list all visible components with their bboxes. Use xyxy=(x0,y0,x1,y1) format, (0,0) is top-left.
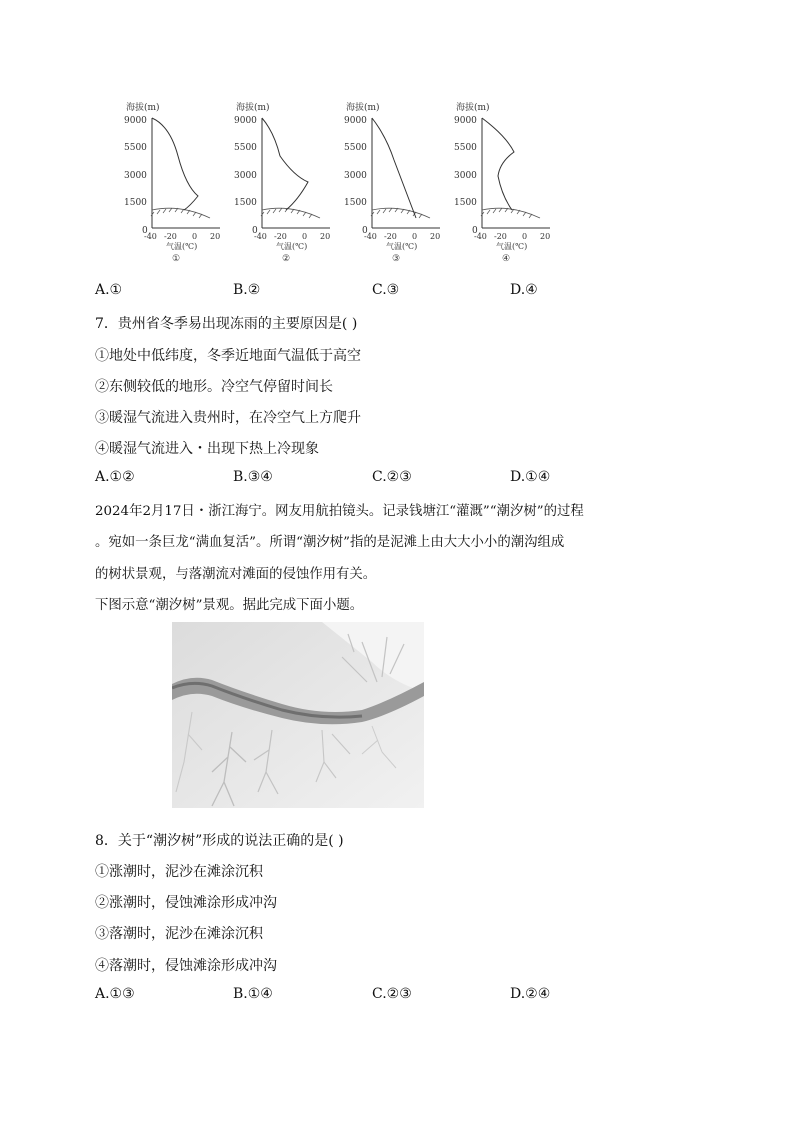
y-tick-1500: 1500 xyxy=(454,198,477,208)
panel-number: ① xyxy=(172,254,181,264)
temperature-profile-figure xyxy=(120,96,560,266)
origin-zero: 0 xyxy=(142,226,148,236)
y-axis-label: 海拔(m) xyxy=(126,103,160,113)
y-tick-3000: 3000 xyxy=(234,171,257,181)
origin-zero: 0 xyxy=(252,226,258,236)
y-tick-1500: 1500 xyxy=(344,198,367,208)
y-tick-5500: 5500 xyxy=(344,143,367,153)
x-axis-label: 气温(℃) xyxy=(276,242,308,251)
x-tick: -20 xyxy=(384,232,397,241)
x-tick: -20 xyxy=(164,232,177,241)
q7-stem: 7．贵州省冬季易出现冻雨的主要原因是( ) xyxy=(95,316,358,332)
x-tick: 0 xyxy=(412,232,418,241)
y-axis-label: 海拔(m) xyxy=(236,103,270,113)
q6-options xyxy=(95,282,695,302)
q8-option-b[interactable]: B.①④ xyxy=(233,986,273,1002)
panel-number: ④ xyxy=(502,254,511,264)
y-tick-1500: 1500 xyxy=(124,198,147,208)
profile-panel-1 xyxy=(120,96,230,266)
passage-line-1: 2024年2月17日・浙江海宁。网友用航拍镜头。记录钱塘江“灌溉”“潮汐树”的过程 xyxy=(95,504,584,519)
x-tick: -40 xyxy=(364,232,377,241)
q7-option-b[interactable]: B.③④ xyxy=(233,469,273,485)
x-tick: 20 xyxy=(540,232,551,241)
x-tick: 0 xyxy=(302,232,308,241)
q7-option-c[interactable]: C.②③ xyxy=(372,469,412,485)
x-tick: -40 xyxy=(474,232,487,241)
origin-zero: 0 xyxy=(472,226,478,236)
x-tick: -40 xyxy=(254,232,267,241)
x-tick: -40 xyxy=(144,232,157,241)
q8-item-1: ①涨潮时，泥沙在滩涂沉积 xyxy=(95,864,263,880)
panel-number: ② xyxy=(282,254,291,264)
x-tick: 20 xyxy=(210,232,221,241)
q8-option-a[interactable]: A.①③ xyxy=(95,986,135,1002)
passage-line-4: 下图示意“潮汐树”景观。据此完成下面小题。 xyxy=(95,598,364,613)
x-tick: 20 xyxy=(320,232,331,241)
tidal-tree-aerial-photo xyxy=(172,622,424,808)
q7-item-4: ④暖湿气流进入・出现下热上冷现象 xyxy=(95,441,319,457)
x-tick: -20 xyxy=(274,232,287,241)
q8-item-2: ②涨潮时，侵蚀滩涂形成冲沟 xyxy=(95,895,277,911)
x-axis-label: 气温(℃) xyxy=(496,242,528,251)
origin-zero: 0 xyxy=(362,226,368,236)
panel-number: ③ xyxy=(392,254,401,264)
profile-panel-3 xyxy=(340,96,450,266)
y-tick-3000: 3000 xyxy=(454,171,477,181)
y-tick-5500: 5500 xyxy=(234,143,257,153)
y-tick-3000: 3000 xyxy=(344,171,367,181)
q8-option-d[interactable]: D.②④ xyxy=(510,986,551,1002)
y-tick-5500: 5500 xyxy=(124,143,147,153)
q8-item-3: ③落潮时，泥沙在滩涂沉积 xyxy=(95,926,263,942)
q8-stem: 8．关于“潮汐树”形成的说法正确的是( ) xyxy=(95,833,344,849)
q8-option-c[interactable]: C.②③ xyxy=(372,986,412,1002)
q6-option-c[interactable]: C.③ xyxy=(372,282,400,298)
q7-item-2: ②东侧较低的地形。冷空气停留时间长 xyxy=(95,379,333,395)
profile-panel-2 xyxy=(230,96,340,266)
y-tick-9000: 9000 xyxy=(344,116,367,126)
profile-panel-4 xyxy=(450,96,560,266)
y-axis-label: 海拔(m) xyxy=(456,103,490,113)
x-axis-label: 气温(℃) xyxy=(166,242,198,251)
passage-line-2: 。宛如一条巨龙“满血复活”。所谓“潮汐树”指的是泥滩上由大大小小的潮沟组成 xyxy=(95,535,565,550)
y-tick-9000: 9000 xyxy=(234,116,257,126)
x-tick: -20 xyxy=(494,232,507,241)
x-tick: 20 xyxy=(430,232,441,241)
y-tick-9000: 9000 xyxy=(454,116,477,126)
x-tick: 0 xyxy=(522,232,528,241)
q6-option-a[interactable]: A.① xyxy=(95,282,123,298)
y-tick-9000: 9000 xyxy=(124,116,147,126)
x-axis-label: 气温(℃) xyxy=(386,242,418,251)
y-tick-5500: 5500 xyxy=(454,143,477,153)
passage-line-3: 的树状景观，与落潮流对滩面的侵蚀作用有关。 xyxy=(95,567,377,582)
q7-option-d[interactable]: D.①④ xyxy=(510,469,551,485)
q8-options xyxy=(95,986,695,1006)
q6-option-b[interactable]: B.② xyxy=(233,282,261,298)
q8-item-4: ④落潮时，侵蚀滩涂形成冲沟 xyxy=(95,958,277,974)
y-tick-1500: 1500 xyxy=(234,198,257,208)
x-tick: 0 xyxy=(192,232,198,241)
y-axis-label: 海拔(m) xyxy=(346,103,380,113)
q7-option-a[interactable]: A.①② xyxy=(95,469,135,485)
q7-item-1: ①地处中低纬度，冬季近地面气温低于高空 xyxy=(95,348,361,364)
q7-item-3: ③暖湿气流进入贵州时，在冷空气上方爬升 xyxy=(95,410,361,426)
y-tick-3000: 3000 xyxy=(124,171,147,181)
q6-option-d[interactable]: D.④ xyxy=(510,282,538,298)
q7-options xyxy=(95,469,695,489)
